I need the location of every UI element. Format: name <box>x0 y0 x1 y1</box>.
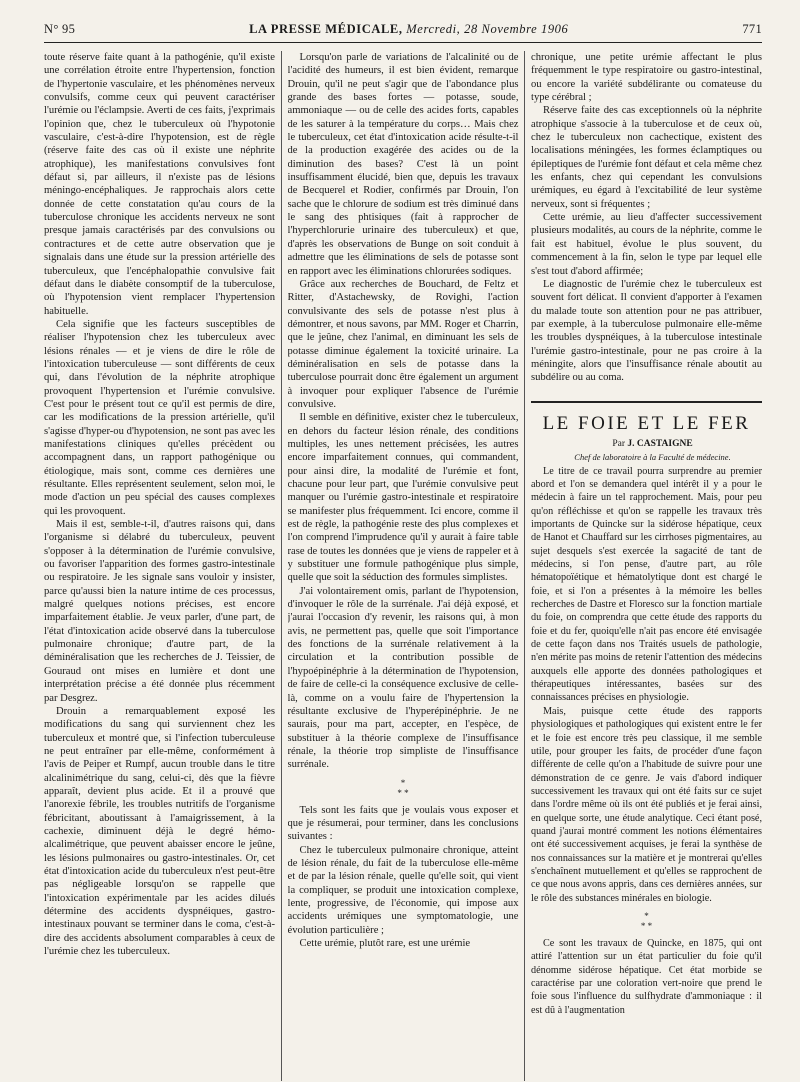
paragraph: Cette urémie, plutôt rare, est une urémie <box>299 938 471 949</box>
paragraph: Cela signifie que les facteurs susceptibles de réaliser l'hypotension chez les tuberculeux avec lésions rénales — et je viens de dire le rôle de l'intoxication tuberculeuse — sont différents de ceux qui, dans l'évolution de la néphrite atrophique provoquent l'hypertension et l'urémie convulsive. C'est pour le présent tout ce qu'il est permis de dire, car les modifications de la pression artérielle, qu'il s'agisse d'hyper-ou d'hypotension, ne sont pas avec les manifestations cliniques qu'elles précèdent ou accompagnent dans, un rapport pathogénique ou étiologique, mais sont, comme ces dernières une résultante. Elles représentent seulement, selon moi, le mode d'action un peu spécial des causes complexes qui les provoquent. <box>44 318 275 517</box>
paragraph: Cette urémie, au lieu d'affecter successivement plusieurs modalités, au cours de la néphrite, comme le fait est habituel, évolue le plus souvent, du commencement à la fin, selon le type par lequel elle s'est tout d'abord affirmée; <box>531 212 762 277</box>
column-1 <box>44 51 275 1081</box>
article-title: LE FOIE ET LE FER <box>542 412 751 434</box>
paragraph: toute réserve faite quant à la pathogénie, qu'il existe une corrélation étroite entre l'hypertension, fonction de l'hypertonie vasculaire, et les phénomènes nerveux convulsifs, comme ceux qui peuvent caractériser l'urémie ou l'éclampsie. Averti de ces faits, j'exprimais l'opinion que, chez le tuberculeux où l'hypotonie vasculaire, c'est-à-dire l'hypotension, est de règle (réserve faite des cas où il existe une néphrite atrophique), les manifestations convulsives font défaut si, par ailleurs, il n'existe pas de lésions méningo-encéphaliques. Je rapprochais alors cette donnée de cette constatation qu'au cours de la tuberculose chronique les accidents nerveux ne sont presque jamais caractérisés par des convulsions ou contractures et de cette autre observation que je signalais dans une étude sur la pression artérielle des tuberculeux, que l'encéphalopathie convulsive fait défaut dans le diabète consomptif de la tuberculose, où l'hypotension vient remplacer l'hypertension habituelle. <box>44 52 275 317</box>
text-columns <box>44 51 762 1081</box>
column-rule <box>281 51 282 1081</box>
paragraph: Mais, puisque cette étude des rapports physiologiques et pathologiques qui existent entre le fer et le foie est encore très peu classique, il me semble utile, pour grouper les faits, de procéder d'une façon différente de celle qu'on a l'habitude de suivre pour une démonstration de ce genre. Je vais d'abord indiquer successivement les travaux qui ont été faits sur ce sujet dans l'ordre même où ils ont été publiés et je ferai ainsi, en quelque sorte, une étude analytique. Ceci étant posé, quand j'aurai montré comment les notions élémentaires ont été successivement acquises, je ferai la synthèse de nos connaissances sur la matière et je montrerai qu'elles s'enchaînent mutuellement et qu'elles se rapprochent de ce que nous avons appris, dans ces dernières années, sur le rôle des substances minérales en biologie. <box>531 705 762 904</box>
byline-prefix: Par <box>612 438 625 449</box>
journal-name: LA PRESSE MÉDICALE, <box>249 22 403 36</box>
issue-date: Mercredi, 28 Novembre 1906 <box>406 22 569 36</box>
author-affiliation: Chef de laboratoire à la Faculté de médecine. <box>574 452 731 463</box>
paragraph: Le diagnostic de l'urémie chez le tuberculeux est souvent fort délicat. Il convient d'apporter à l'examen du malade toute son attention pour ne pas attribuer, par exemple, à la tuberculose pulmonaire elle-même les troubles dyspnéiques, à la tuberculose intestinale l'urémie gastro-intestinale, pour ne pas croire à la méningite, alors que l'insuffisance rénale aboutit au subdélire ou au coma. <box>531 278 762 384</box>
page-header <box>44 22 762 43</box>
byline <box>531 438 762 451</box>
paragraph: Réserve faite des cas exceptionnels où la néphrite atrophique s'associe à la tuberculose et de ceux où, chez le tuberculeux non cachectique, existent des localisations méningées, les formes éclamptiques ou épileptiques de l'urémie font défaut et cela même chez les enfants, chez qui cependant les convulsions urémiques, eu égard à l'excitabilité de leur système nerveux, sont si fréquentes ; <box>531 105 762 210</box>
paragraph: Chez le tuberculeux pulmonaire chronique, atteint de lésion rénale, du fait de la tuberculose elle-même et de par la lésion rénale, quelle qu'elle soit, qui vient la compliquer, se produit une intoxication complexe, lente, progressive, de l'économie, qui impose aux accidents urémiques une symptomatologie, une évolution particulière ; <box>287 844 519 936</box>
paragraph: Drouin a remarquablement exposé les modifications du sang qui surviennent chez les tuberculeux et montré que, si l'infection tuberculeuse ne peut entraîner par elle-même, conformément à l'avis de Peiper et Rumpf, aucun trouble dans le titre alcalinimétrique du sang, celui-ci, dès que la fièvre apparaît, devient plus acide. Et il a prouvé que l'anorexie fébrile, les troubles nutritifs de l'organisme fébricitant, aboutissant à l'amaigrissement, à la cachexie, diminuent déjà le degré hémo-alcalimétrique, que peuvent abaisser encore le jeûne, les lésions pulmonaires ou gastro-intestinales. Or, cet état d'intoxication acide du tuberculeux n'est peut-être pas négligeable lorsqu'on se rappelle que l'intoxication expérimentale par les acides dilués détermine des accidents dyspnéiques, gastro-intestinaux pouvant se terminer dans le coma, c'est-à-dire des accidents absolument comparables à ceux de l'urémie chez les tuberculeux. <box>44 705 275 958</box>
paragraph: J'ai volontairement omis, parlant de l'hypotension, d'invoquer le rôle de la surrénale. J'ai déjà exposé, et j'aurai l'occasion d'y revenir, les raisons qui, à mon avis, ne permettent pas, quelle que soit l'importance des fonctions de la surrénale relativement à la circulation et la contribution possible de l'hypoépinéphrie à la détermination de l'hypotension, de faire de celle-ci la conséquence exclusive de celle-là, comme on a voulu faire de l'hypertension la résultante exclusive de l'hyperépinéphrie. Je ne saurais, pour ma part, accepter, en l'espèce, de substituer à la théorie complexe de l'insuffisance rénale, la théorie trop simpliste de l'insuffisance surrénale. <box>287 585 519 771</box>
article-heading <box>531 401 762 465</box>
paragraph: Le titre de ce travail pourra surprendre au premier abord et l'on se demandera quel intérêt il y a pour le médecin à faire un tel rapprochement. Mais, pour peu qu'on réfléchisse et qu'on se rappelle les travaux très importants de Quincke sur la sidérose hépatique, ceux de Hanot et Chauffard sur les cirrhoses pigmentaires, au sujet desquels s'est exercée la sagacité de tant de médecins, si l'on pense, d'autre part, au rôle hématopoïétique et hématolytique dont est chargé le foie, et si l'on a présentes à la mémoire les belles recherches de Dastre et Floresco sur la fonction martiale du foie, on comprendra que cette étude des rapports du foie et du fer, quoiqu'elle n'ait pas encore été envisagée de cette façon dans nos Traités usuels de pathologie, n'en mérite pas moins de retenir l'attention des médecins auxquels elle apporte des données pathologiques et thérapeutiques intéressantes, basées sur des connaissances précises en physiologie. <box>531 465 762 704</box>
paragraph: chronique, une petite urémie affectant le plus fréquemment le type respiratoire ou gastro-intestinal, ou encore la variété subdélirante ou comateuse du type cérébral ; <box>531 52 762 104</box>
page-number: 771 <box>742 22 762 36</box>
paragraph: Lorsqu'on parle de variations de l'alcalinité ou de l'acidité des humeurs, il est bien évident, remarque Drouin, qu'il ne peut s'agir que de l'abondance plus grande des bases fortes — potasse, soude, ammoniaque — ou de celle des acides forts, capables de les saturer à la température du corps… Mais chez le tuberculeux, cet état d'intoxication acide résulte-t-il de la production exagérée des acides ou de la diminution des bases? C'est là un point insuffisamment élucidé, bien que, depuis les travaux de Becquerel et Rodier, confirmés par Drouin, l'on sache que le chlorure de sodium est très diminué dans le sang des phtisiques (fait à rapprocher de l'hyperchlorurie urinaire des tuberculeux) et que, d'après les observations de Bunge on soit conduit à admettre que les éliminations de sels de potasse sont en rapport avec les éliminations chlorurées sodiques. <box>287 52 519 277</box>
paragraph: Ce sont les travaux de Quincke, en 1875, qui ont attiré l'attention sur un état particulier du foie qu'il dénomme sidérose hépatique. Cet état morbide se caractérise par une coloration vert-noire que prend le foie sous l'influence du sulfhydrate d'ammoniaque : il est dû à l'augmentation <box>531 937 762 1016</box>
paragraph: Il semble en définitive, exister chez le tuberculeux, en dehors du facteur lésion rénale, des conditions multiples, les unes nettement précisées, les autres encore imparfaitement connues, qui commandent, pour ainsi dire, la modalité de l'urémie et font, chacune pour leur part, que l'urémie convulsive peut manquer ou l'urémie gastro-intestinale et respiratoire se manifester plus fréquemment. Ici encore, comme il est de règle, la pathogénie reste des plus complexes et l'on comprend l'imprudence qu'il y aurait à faire table rase de toutes les données que je viens de rappeler et à y substituer une formule pathogénique plus simple, quelle que soit la séduction des formules simplistes. <box>287 412 519 584</box>
journal-masthead <box>249 22 568 37</box>
paragraph: Mais il est, semble-t-il, d'autres raisons qui, dans l'organisme si délabré du tuberculeux, peuvent s'opposer à la détermination de l'urémie convulsive, ou favoriser l'apparition des formes gastro-intestinale ou respiratoire. Je les signale sans vouloir y insister, parce qu'aussi bien la nature intime de ces processus, malgré quelques notions précises, est encore imparfaitement établie. Je veux parler, d'une part, de l'état d'intoxication acide observé dans la tuberculose pulmonaire chronique; d'autre part, de la déminéralisation que les recherches de J. Teissier, de Gouraud ont mises en lumière et dont une interprétation précise a été donnée plus récemment par Desgrez. <box>44 519 275 704</box>
paragraph: Grâce aux recherches de Bouchard, de Feltz et Ritter, d'Astachewsky, de Rovighi, l'action convulsivante des sels de potasse n'est plus à démontrer, et nous savons, par MM. Roger et Charrin, que le jeûne, chez l'animal, en diminuant les sels de potasse diminue également la toxicité urinaire. La déminéralisation en sels de potasse dans la tuberculose pourrait donc être également un argument à invoquer pour expliquer l'absence de l'urémie convulsive. <box>287 278 519 410</box>
section-separator: * * * <box>397 777 409 798</box>
section-separator: * * * <box>640 910 653 931</box>
column-rule <box>524 51 525 1081</box>
article-body <box>531 465 762 1017</box>
issue-number: N° 95 <box>44 22 76 36</box>
paragraph: Tels sont les faits que je voulais vous exposer et que je résumerai, pour terminer, dans les conclusions suivantes : <box>287 804 519 843</box>
column-3 <box>531 51 762 1081</box>
author-name: J. CASTAIGNE <box>627 438 693 449</box>
column-2 <box>288 51 519 1081</box>
